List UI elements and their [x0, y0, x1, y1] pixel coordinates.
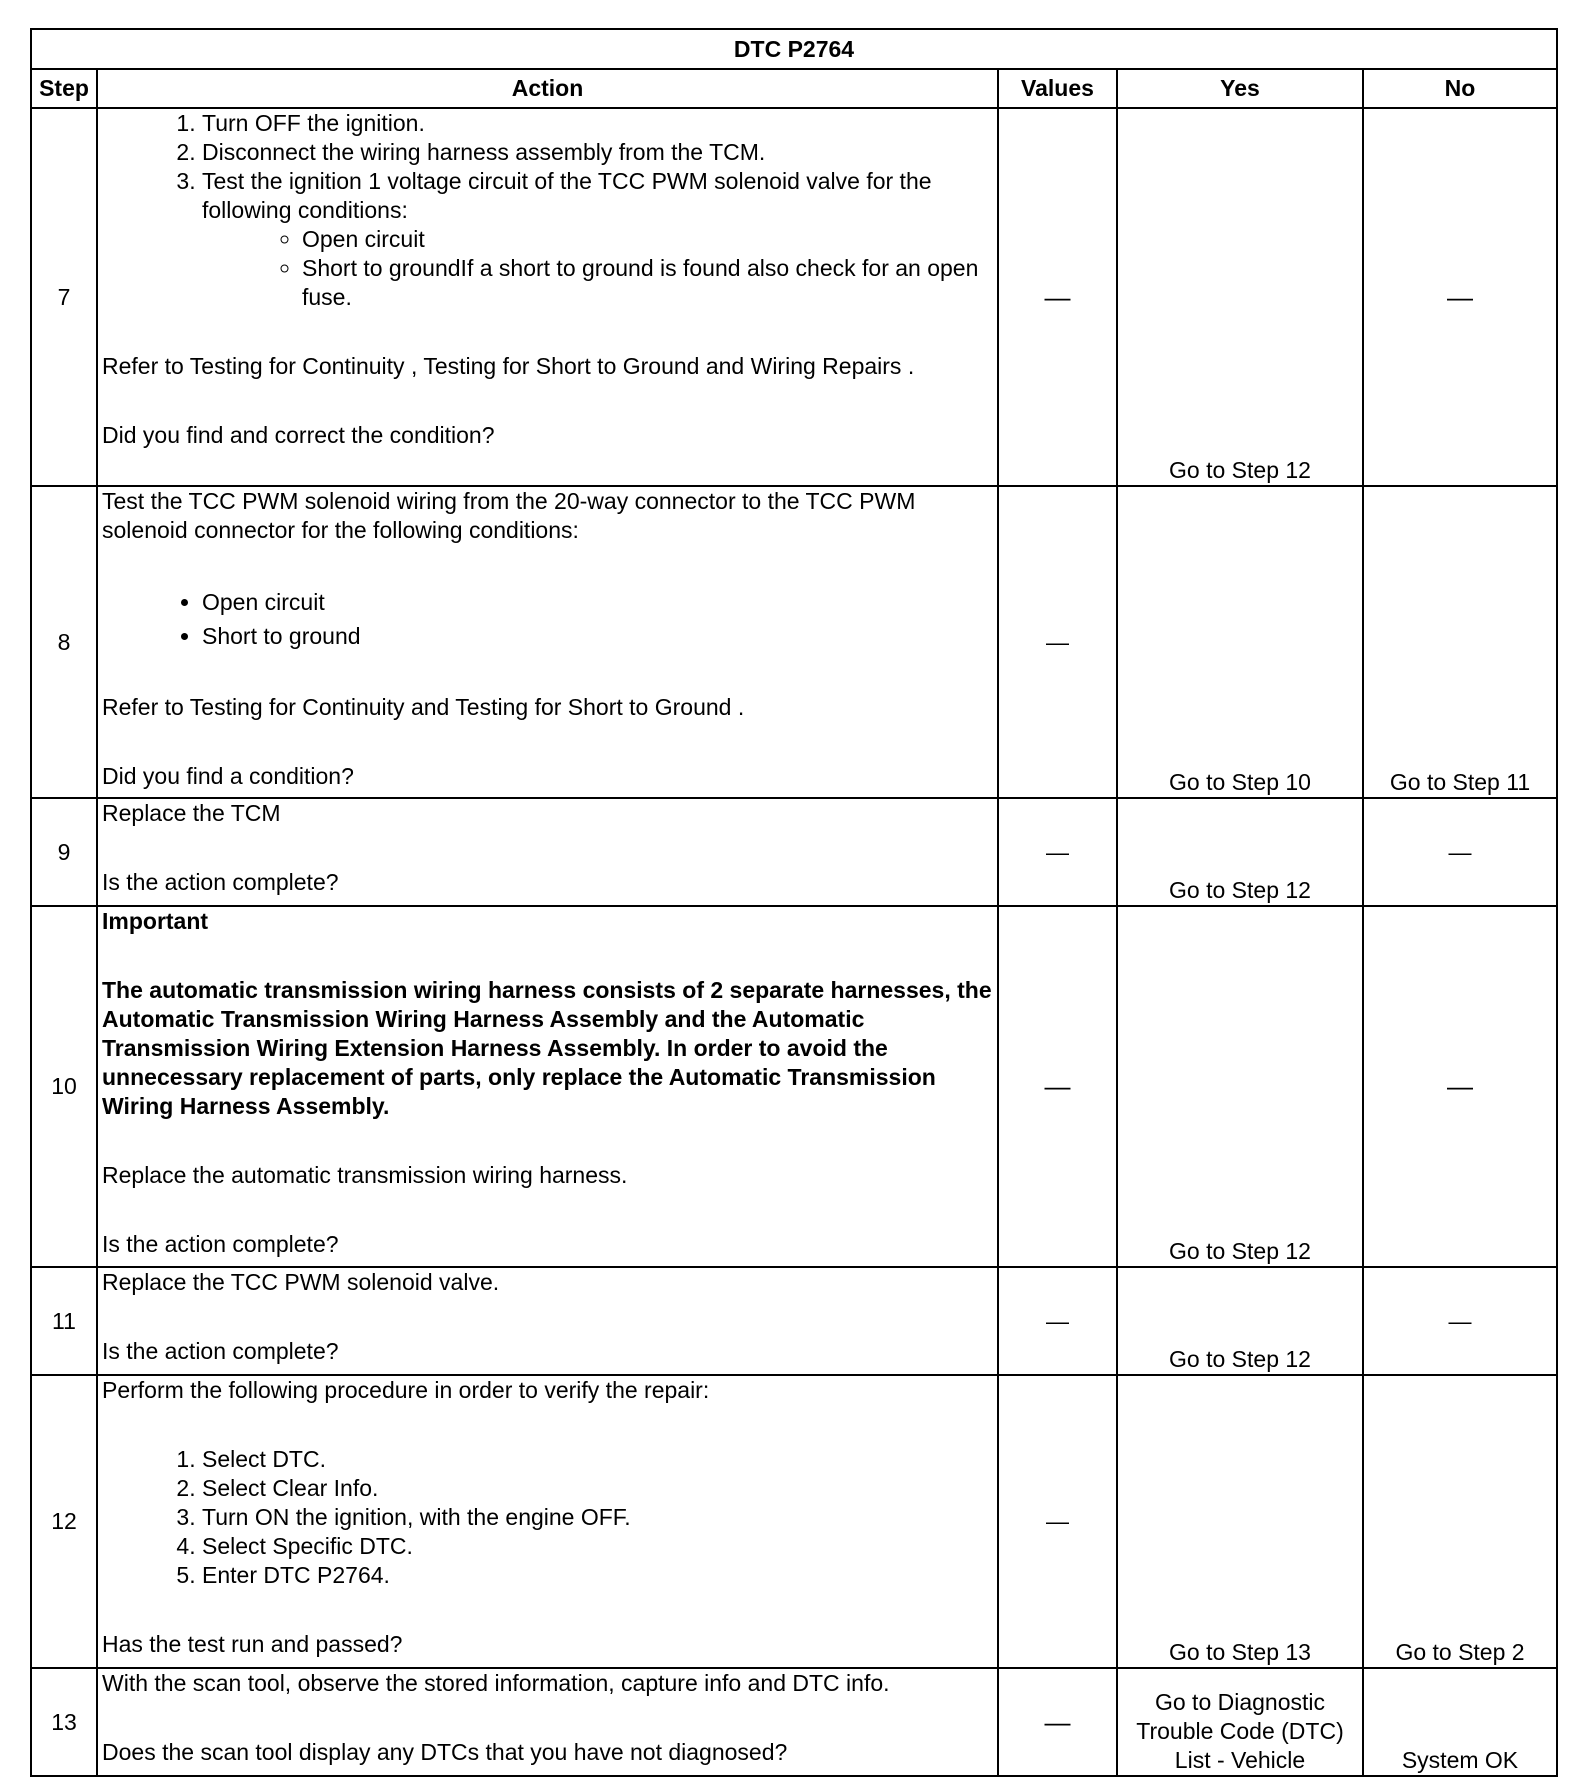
list-item: • Open circuit — [202, 585, 993, 619]
intro-text: Perform the following procedure in order to verify the repair: — [102, 1377, 710, 1403]
header-yes: Yes — [1117, 69, 1363, 108]
action-cell — [97, 1375, 998, 1668]
yes-cell: Go to Step 13 — [1117, 1375, 1363, 1668]
values-cell: — — [998, 1267, 1117, 1375]
action-cell — [97, 108, 998, 486]
dtc-table — [30, 28, 1558, 1777]
action-text: Replace the TCC PWM solenoid valve. — [102, 1269, 500, 1295]
step-number: 8 — [31, 486, 97, 798]
header-action: Action — [97, 69, 998, 108]
values-cell: — — [998, 1375, 1117, 1668]
reference-text: Refer to Testing for Continuity and Testing for Short to Ground . — [102, 694, 745, 720]
no-cell: — — [1363, 906, 1557, 1267]
yes-cell: Go to Step 12 — [1117, 906, 1363, 1267]
action-cell — [97, 798, 998, 906]
step-number: 13 — [31, 1668, 97, 1776]
question-text: Is the action complete? — [102, 869, 339, 895]
procedure-list — [102, 109, 993, 312]
condition-list — [102, 585, 993, 653]
header-values: Values — [998, 69, 1117, 108]
values-cell: — — [998, 906, 1117, 1267]
list-item-text: Test the ignition 1 voltage circuit of the TCC PWM solenoid valve for the following conditions: — [202, 168, 932, 223]
action-text: Replace the TCM — [102, 800, 281, 826]
yes-cell: Go to Step 12 — [1117, 798, 1363, 906]
step-number: 7 — [31, 108, 97, 486]
values-cell: — — [998, 108, 1117, 486]
yes-cell: Go to Step 12 — [1117, 1267, 1363, 1375]
action-text: Replace the automatic transmission wiring harness. — [102, 1162, 628, 1188]
list-item: 2. Disconnect the wiring harness assembly from the TCM. — [202, 138, 993, 167]
header-no: No — [1363, 69, 1557, 108]
step-number: 10 — [31, 906, 97, 1267]
intro-text: Test the TCC PWM solenoid wiring from the 20-way connector to the TCC PWM solenoid connector for the following conditions: — [102, 488, 916, 543]
values-cell: — — [998, 486, 1117, 798]
yes-cell: Go to Step 12 — [1117, 108, 1363, 486]
list-item — [202, 167, 993, 312]
list-item: 2. Select Clear Info. — [202, 1474, 993, 1503]
list-item: ◦ Open circuit — [302, 225, 993, 254]
step-number: 11 — [31, 1267, 97, 1375]
action-cell — [97, 486, 998, 798]
list-item: 3. Turn ON the ignition, with the engine OFF. — [202, 1503, 993, 1532]
action-cell — [97, 1267, 998, 1375]
list-item: • Short to ground — [202, 619, 993, 653]
table-row — [31, 906, 1557, 1267]
step-number: 12 — [31, 1375, 97, 1668]
list-item: 1. Select DTC. — [202, 1445, 993, 1474]
action-cell — [97, 906, 998, 1267]
values-cell: — — [998, 798, 1117, 906]
yes-cell: Go to Step 10 — [1117, 486, 1363, 798]
important-label: Important — [102, 908, 209, 934]
table-title: DTC P2764 — [31, 29, 1557, 69]
table-row — [31, 1267, 1557, 1375]
no-cell: — — [1363, 798, 1557, 906]
action-text: With the scan tool, observe the stored information, capture info and DTC info. — [102, 1670, 890, 1696]
header-step: Step — [31, 69, 97, 108]
table-row — [31, 798, 1557, 906]
no-cell: Go to Step 11 — [1363, 486, 1557, 798]
yes-cell: Go to Diagnostic Trouble Code (DTC) List - Vehicle — [1117, 1668, 1363, 1776]
list-item: 1. Turn OFF the ignition. — [202, 109, 993, 138]
procedure-list — [102, 1445, 993, 1590]
list-item: 5. Enter DTC P2764. — [202, 1561, 993, 1590]
step-number: 9 — [31, 798, 97, 906]
table-row — [31, 1668, 1557, 1776]
no-cell: System OK — [1363, 1668, 1557, 1776]
table-row — [31, 486, 1557, 798]
question-text: Is the action complete? — [102, 1338, 339, 1364]
table-row — [31, 1375, 1557, 1668]
action-cell — [97, 1668, 998, 1776]
question-text: Did you find a condition? — [102, 763, 354, 789]
question-text: Is the action complete? — [102, 1231, 339, 1257]
table-row — [31, 108, 1557, 486]
no-cell: — — [1363, 108, 1557, 486]
important-note: The automatic transmission wiring harness consists of 2 separate harnesses, the Automatic Transmission Wiring Harness Assembly and the Automatic Transmission Wiring Extension Harness Assembly. In order to avoid the unnecessary replacement of parts, only replace the Automatic Transmission Wiring Harness Assembly. — [102, 977, 992, 1119]
question-text: Has the test run and passed? — [102, 1631, 403, 1657]
question-text: Does the scan tool display any DTCs that you have not diagnosed? — [102, 1739, 788, 1765]
list-item: 4. Select Specific DTC. — [202, 1532, 993, 1561]
question-text: Did you find and correct the condition? — [102, 422, 495, 448]
reference-text: Refer to Testing for Continuity , Testing for Short to Ground and Wiring Repairs . — [102, 353, 915, 379]
condition-list — [202, 225, 993, 312]
no-cell: — — [1363, 1267, 1557, 1375]
no-cell: Go to Step 2 — [1363, 1375, 1557, 1668]
header-row — [31, 69, 1557, 108]
values-cell: — — [998, 1668, 1117, 1776]
list-item: ◦ Short to groundIf a short to ground is found also check for an open fuse. — [302, 254, 993, 312]
